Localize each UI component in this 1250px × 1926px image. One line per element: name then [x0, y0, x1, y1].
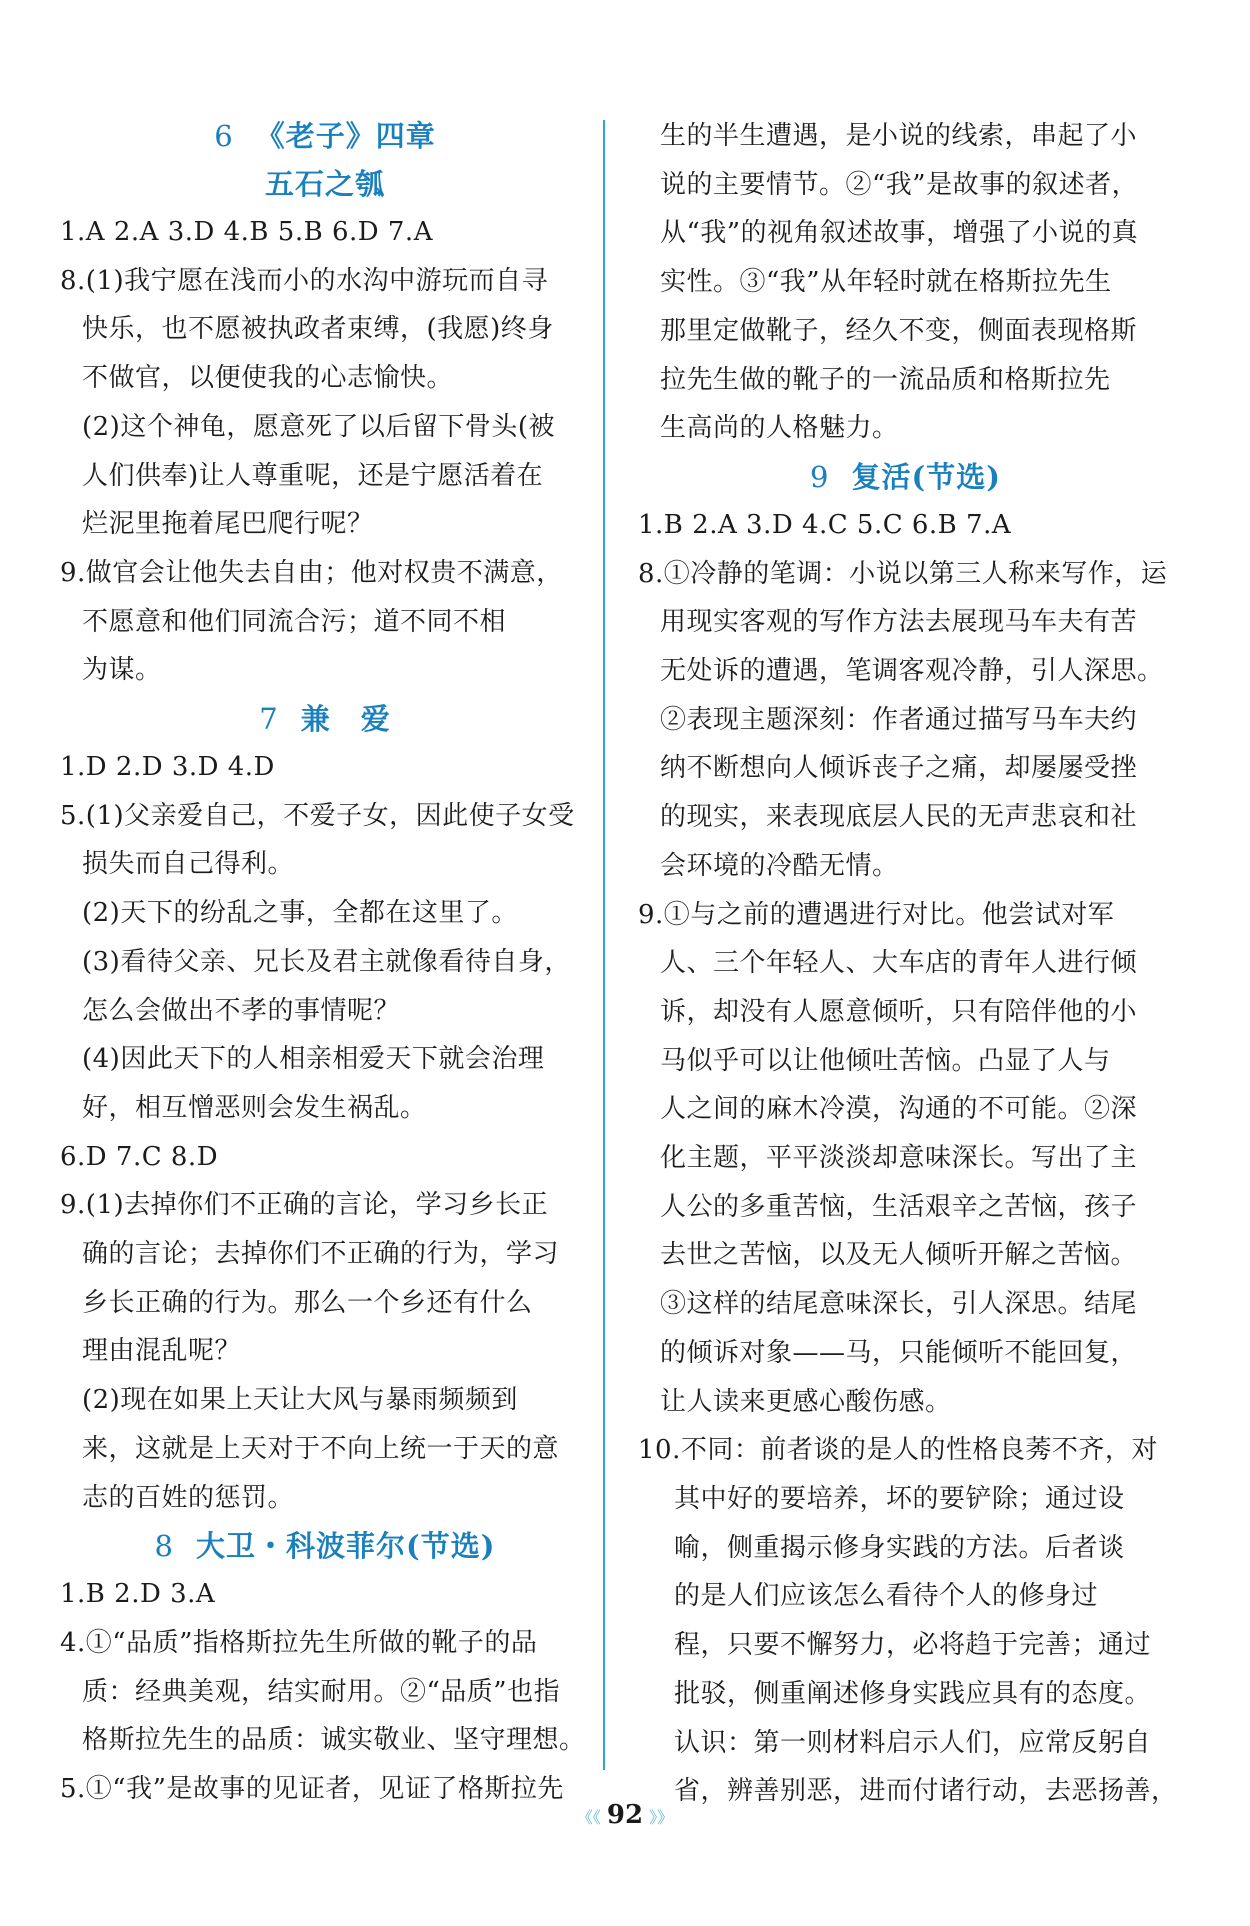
answer-line: 怎么会做出不孝的事情呢？ [82, 995, 401, 1026]
answer-line: 人们供奉)让人尊重呢，还是宁愿活着在 [82, 460, 544, 491]
answer-line: 9.做官会让他失去自由；他对权贵不满意， [60, 557, 563, 588]
answer-line: 省，辨善别恶，进而付诸行动，去恶扬善， [674, 1776, 1178, 1807]
answer-line: 生高尚的人格魅力。 [660, 413, 899, 444]
answer-line: 的是人们应该怎么看待个人的修身过 [674, 1581, 1099, 1612]
answer-line: 8.①冷静的笔调：小说以第三人称来写作，运 [638, 558, 1168, 589]
answer-line: 乡长正确的行为。那么一个乡还有什么 [82, 1287, 533, 1318]
right-column [638, 112, 1178, 1816]
answer-line: 损失而自己得利。 [82, 849, 295, 880]
answer-line: 10.不同：前者谈的是人的性格良莠不齐，对 [638, 1435, 1158, 1466]
answer-line: 化主题，平平淡淡却意味深长。写出了主 [660, 1143, 1138, 1174]
answer-line: 认识：第一则材料启示人们，应常反躬自 [674, 1727, 1152, 1758]
answer-line: (2)这个神龟，愿意死了以后留下骨头(被 [82, 411, 555, 442]
answer-line: 5.①“我”是故事的见证者，见证了格斯拉先 [60, 1774, 564, 1805]
section-6-subtitle: 五石之瓠 [264, 167, 385, 201]
answer-line: (3)看待父亲、兄长及君主就像看待自身， [82, 946, 571, 977]
answer-line: 格斯拉先生的品质：诚实敬业、坚守理想。 [82, 1725, 586, 1756]
answer-line: 从“我”的视角叙述故事，增强了小说的真 [660, 218, 1139, 249]
answer-line: 生的半生遭遇，是小说的线索，串起了小 [660, 121, 1138, 151]
left-column [60, 112, 590, 1814]
answer-line: ③这样的结尾意味深长，引人深思。结尾 [660, 1289, 1138, 1320]
answer-line: ②表现主题深刻：作者通过描写马车夫约 [660, 704, 1138, 735]
answer-line: 8.(1)我宁愿在浅而小的水沟中游玩而自寻 [60, 265, 549, 296]
answer-line: 9.①与之前的遭遇进行对比。他尝试对军 [638, 899, 1115, 930]
answer-line: 9.(1)去掉你们不正确的言论，学习乡长正 [60, 1190, 549, 1221]
answer-line: 的倾诉对象——马，只能倾听不能回复， [660, 1337, 1138, 1368]
answer-line: 6.D 7.C 8.D [60, 1141, 219, 1172]
answer-line: 人公的多重苦恼，生活艰辛之苦恼，孩子 [660, 1191, 1138, 1222]
section-7-title: 7 兼 爱 [259, 702, 391, 737]
answer-line: 理由混乱呢？ [82, 1336, 242, 1367]
answer-line: 质：经典美观，结实耐用。②“品质”也指 [82, 1676, 561, 1707]
answer-line: 批驳，侧重阐述修身实践应具有的态度。 [674, 1678, 1152, 1709]
answer-line: 来，这就是上天对于不向上统一于天的意 [82, 1433, 560, 1464]
answer-line: (2)天下的纷乱之事，全都在这里了。 [82, 898, 518, 929]
answer-line: 不做官，以便使我的心志愉快。 [82, 363, 454, 394]
answer-line: 马似乎可以让他倾吐苦恼。凸显了人与 [660, 1045, 1111, 1076]
answer-line: 程，只要不懈努力，必将趋于完善；通过 [674, 1630, 1152, 1661]
answer-line: 1.D 2.D 3.D 4.D [60, 752, 275, 783]
right-arrows-icon: 》》 [649, 1807, 674, 1827]
answer-line: 确的言论；去掉你们不正确的行为，学习 [82, 1239, 560, 1270]
answer-line: 不愿意和他们同流合污；道不同不相 [82, 606, 507, 637]
section-9-title: 9 复活(节选) [810, 459, 1001, 494]
answer-line: 用现实客观的写作方法去展现马车夫有苦 [660, 607, 1138, 638]
section-6-title: 6 《老子》四章 [214, 119, 436, 153]
answer-line: 拉先生做的靴子的一流品质和格斯拉先 [660, 364, 1111, 395]
answer-line: 快乐，也不愿被执政者束缚，(我愿)终身 [82, 314, 554, 345]
answer-line: 人、三个年轻人、大车店的青年人进行倾 [660, 948, 1138, 979]
answer-line: 说的主要情节。②“我”是故事的叙述者， [660, 169, 1139, 200]
answer-line: 无处诉的遭遇，笔调客观冷静，引人深思。 [660, 656, 1164, 687]
answer-line: 会环境的冷酷无情。 [660, 850, 899, 881]
answer-line: 人之间的麻木冷漠，沟通的不可能。②深 [660, 1094, 1138, 1125]
answer-line: 那里定做靴子，经久不变，侧面表现格斯 [660, 315, 1138, 346]
answer-line: (4)因此天下的人相亲相爱天下就会治理 [82, 1044, 545, 1075]
answer-line: 的现实，来表现底层人民的无声悲哀和社 [660, 802, 1138, 833]
answer-line: 1.B 2.A 3.D 4.C 5.C 6.B 7.A [638, 509, 1012, 540]
section-8-title: 8 大卫・科波菲尔(节选) [154, 1529, 496, 1564]
answer-line: 好，相互憎恶则会发生祸乱。 [82, 1092, 427, 1123]
answer-line: 1.B 2.D 3.A [60, 1579, 216, 1610]
answer-line: 烂泥里拖着尾巴爬行呢？ [82, 509, 374, 540]
column-divider [603, 120, 605, 1770]
left-arrows-icon: 《《 [576, 1807, 601, 1827]
answer-line: 去世之苦恼，以及无人倾听开解之苦恼。 [660, 1240, 1138, 1271]
answer-line: 1.A 2.A 3.D 4.B 5.B 6.D 7.A [60, 217, 433, 247]
answer-line: 为谋。 [82, 655, 162, 686]
answer-line: 诉，却没有人愿意倾听，只有陪伴他的小 [660, 996, 1138, 1027]
answer-line: (2)现在如果上天让大风与暴雨频频到 [82, 1385, 518, 1416]
answer-line: 纳不断想向人倾诉丧子之痛，却屡屡受挫 [660, 753, 1138, 784]
answer-line: 实性。③“我”从年轻时就在格斯拉先生 [660, 267, 1112, 298]
answer-line: 5.(1)父亲爱自己，不爱子女，因此使子女受 [60, 800, 575, 831]
page-number: 《《 92 》》 [576, 1800, 674, 1830]
answer-line: 其中好的要培养，坏的要铲除；通过设 [674, 1483, 1125, 1514]
answer-line: 喻，侧重揭示修身实践的方法。后者谈 [674, 1532, 1125, 1563]
answer-line: 志的百姓的惩罚。 [82, 1482, 295, 1513]
answer-line: 4.①“品质”指格斯拉先生所做的靴子的品 [60, 1627, 538, 1658]
answer-line: 让人读来更感心酸伤感。 [660, 1386, 952, 1417]
